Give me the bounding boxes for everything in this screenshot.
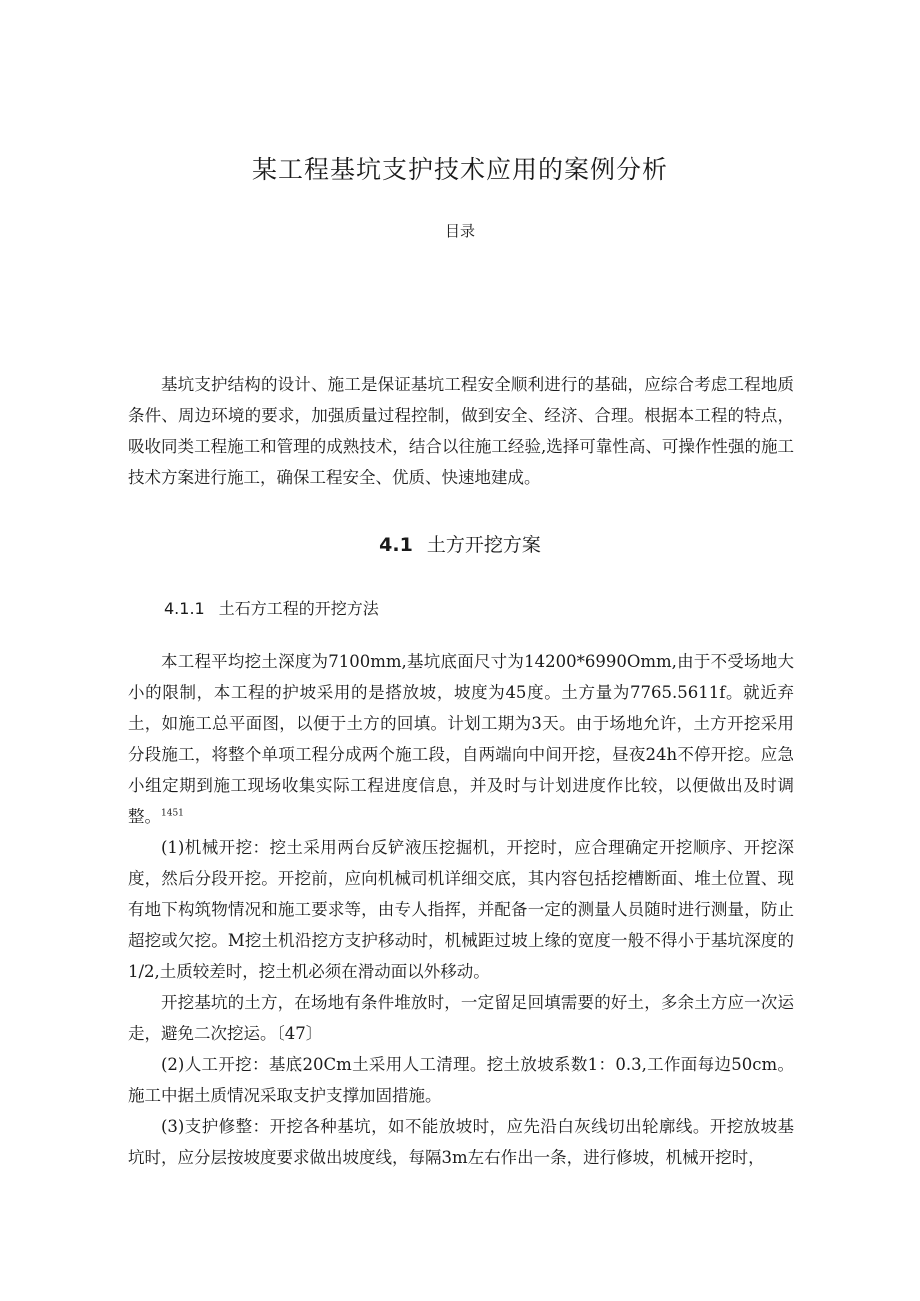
- body-paragraph-1-text: 本工程平均挖土深度为7100mm,基坑底面尺寸为14200*6990Omm,由于不受场地大小的限制，本工程的护坡采用的是搭放坡，坡度为45度。土方量为7765.5611f。就近弃土，如施工总平面图，以便于土方的回填。计划工期为3天。由于场地允许，土方开挖采用分段施工，将整个单项工程分成两个施工段，自两端向中间开挖，昼夜24h不停开挖。应急小组定期到施工现场收集实际工程进度信息，并及时与计划进度作比较，以便做出及时调整。: [128, 652, 794, 826]
- body-paragraph-5: (3)支护修整：开挖各种基坑，如不能放坡时，应先沿白灰线切出轮廓线。开挖放坡基坑时，应分层按坡度要求做出坡度线，每隔3m左右作出一条，进行修坡，机械开挖时，: [128, 1117, 794, 1167]
- citation-ref: 1451: [161, 808, 184, 819]
- intro-paragraph: 基坑支护结构的设计、施工是保证基坑工程安全顺利进行的基础，应综合考虑工程地质条件、周边环境的要求，加强质量过程控制，做到安全、经济、合理。根据本工程的特点，吸收同类工程施工和管理的成熟技术，结合以往施工经验,选择可靠性高、可操作性强的施工技术方案进行施工，确保工程安全、优质、快速地建成。: [128, 375, 794, 487]
- document-title: 某工程基坑支护技术应用的案例分析: [251, 155, 668, 184]
- section-title: 土方开挖方案: [426, 534, 541, 556]
- body-paragraph-2: (1)机械开挖：挖土采用两台反铲液压挖掘机，开挖时，应合理确定开挖顺序、开挖深度，然后分段开挖。开挖前，应向机械司机详细交底，其内容包括挖槽断面、堆土位置、现有地下构筑物情况和施工要求等，由专人指挥，并配备一定的测量人员随时进行测量，防止超挖或欠挖。M挖土机沿挖方支护移动时，机械距过坡上缘的宽度一般不得小于基坑深度的1/2,土质较差时，挖土机必须在滑动面以外移动。: [128, 838, 794, 981]
- body-paragraph-1: [128, 646, 794, 832]
- subsection-title: 土石方工程的开挖方法: [218, 599, 379, 618]
- body-paragraph-4: (2)人工开挖：基底20Cm土采用人工清理。挖土放坡系数1：0.3,工作面每边50cm。施工中据土质情况采取支护支撑加固措施。: [128, 1055, 794, 1105]
- toc-label: 目录: [444, 222, 475, 240]
- section-number: 4.1: [379, 534, 413, 556]
- subsection-heading: [164, 596, 379, 619]
- section-heading: [0, 530, 920, 557]
- body-paragraph-3: 开挖基坑的土方，在场地有条件堆放时，一定留足回填需要的好土，多余土方应一次运走，避免二次挖运。〔47〕: [128, 993, 794, 1043]
- subsection-number: 4.1.1: [164, 599, 205, 618]
